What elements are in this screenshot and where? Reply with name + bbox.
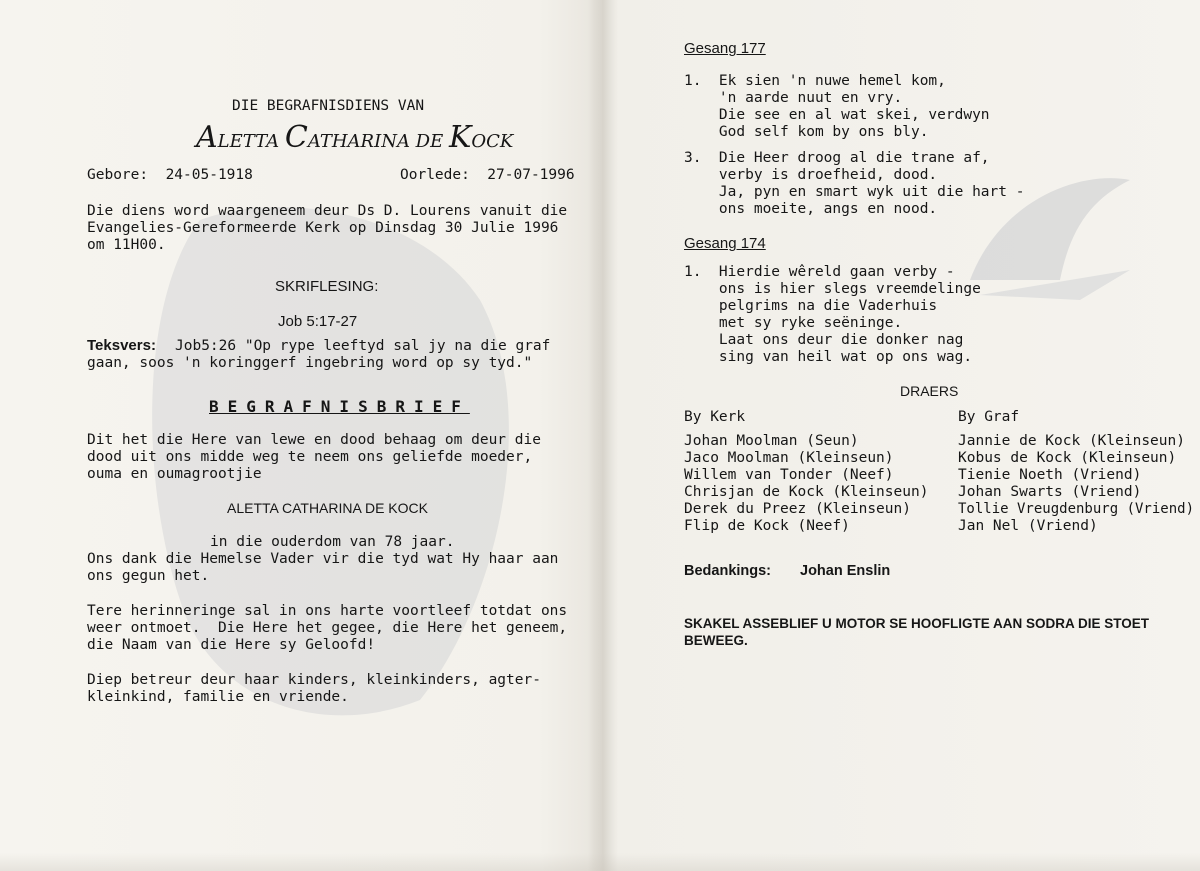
reading-reference: Job 5:17-27 [278, 313, 358, 330]
hymn-174-line-1: 1. Hierdie wêreld gaan verby - [684, 264, 955, 280]
deceased-script-name [196, 121, 513, 159]
hymn-177-v1-line-2: 'n aarde nuut en vry. [684, 90, 903, 106]
bottom-shadow [0, 853, 1200, 871]
grave-bearer-1: Jannie de Kock (Kleinseun) [958, 433, 1185, 449]
text-verse-label: Teksvers: [87, 337, 156, 354]
grave-bearer-3: Tienie Noeth (Vriend) [958, 467, 1142, 483]
text-verse-line-1: Job5:26 "Op rype leeftyd sal jy na die graf [175, 338, 551, 354]
hymn-177-v3-line-3: Ja, pyn en smart wyk uit die hart - [684, 184, 1025, 200]
thanks-label: Bedankings: [684, 563, 772, 579]
church-bearers-heading: By Kerk [684, 409, 746, 425]
hymn-174-line-4: met sy ryke seëninge. [684, 315, 903, 331]
service-line-3: om 11H00. [87, 237, 166, 253]
memories-line-3: die Naam van die Here sy Geloofd! [87, 637, 376, 653]
hymn-174-line-2: ons is hier slegs vreemdelinge [684, 281, 981, 297]
headlights-notice-line-1: SKAKEL ASSEBLIEF U MOTOR SE HOOFLIGTE AAN SODRA DIE STOET [684, 616, 1150, 631]
death-date: Oorlede: 27-07-1996 [400, 167, 575, 183]
grave-bearer-2: Kobus de Kock (Kleinseun) [958, 450, 1177, 466]
headlights-notice-line-2: BEWEEG. [684, 633, 748, 648]
grave-bearer-5: Tollie Vreugdenburg (Vriend) [958, 501, 1195, 517]
hymn-174-line-6: sing van heil wat op ons wag. [684, 349, 973, 365]
deceased-name: ALETTA CATHARINA DE KOCK [227, 500, 428, 516]
script-cap-k: K [448, 120, 472, 155]
church-bearer-1: Johan Moolman (Seun) [684, 433, 859, 449]
letter-intro-3: ouma en oumagrootjie [87, 466, 262, 482]
letter-intro-1: Dit het die Here van lewe en dood behaag om deur die [87, 432, 541, 448]
hymn-177-v1-line-1: 1. Ek sien 'n nuwe hemel kom, [684, 73, 946, 89]
hymn-174-line-3: pelgrims na die Vaderhuis [684, 298, 938, 314]
script-cap-c: C [284, 120, 308, 155]
grave-bearers-heading: By Graf [958, 409, 1020, 425]
hymn-177-v1-line-3: Die see en al wat skei, verdwyn [684, 107, 990, 123]
script-part-catharina: ATHARINA DE [307, 131, 449, 152]
church-bearer-6: Flip de Kock (Neef) [684, 518, 850, 534]
hymn-177-v3-line-1: 3. Die Heer droog al die trane af, [684, 150, 990, 166]
text-verse-line-2: gaan, soos 'n koringgerf ingebring word op sy tyd." [87, 355, 533, 371]
mourners-line-2: kleinkind, familie en vriende. [87, 689, 349, 705]
hymn-177-v3-line-2: verby is droefheid, dood. [684, 167, 938, 183]
reading-heading: SKRIFLESING: [275, 278, 379, 295]
service-line-2: Evangelies-Gereformeerde Kerk op Dinsdag 30 Julie 1996 [87, 220, 559, 236]
church-bearer-3: Willem van Tonder (Neef) [684, 467, 894, 483]
mourners-line-1: Diep betreur deur haar kinders, kleinkinders, agter- [87, 672, 541, 688]
thanks-line-1: Ons dank die Hemelse Vader vir die tyd wat Hy haar aan [87, 551, 559, 567]
script-cap-a: A [196, 120, 218, 155]
age-line: in die ouderdom van 78 jaar. [210, 534, 455, 550]
script-part-ock: OCK [471, 131, 514, 152]
letter-intro-2: dood uit ons midde weg te neem ons geliefde moeder, [87, 449, 533, 465]
hymn-174-line-5: Laat ons deur die donker nag [684, 332, 964, 348]
grave-bearer-4: Johan Swarts (Vriend) [958, 484, 1142, 500]
service-heading: DIE BEGRAFNISDIENS VAN [232, 98, 425, 114]
memories-line-2: weer ontmoet. Die Here het gegee, die Here het geneem, [87, 620, 568, 636]
birth-date: Gebore: 24-05-1918 [87, 167, 253, 183]
hymn-177-v3-line-4: ons moeite, angs en nood. [684, 201, 938, 217]
page-fold [588, 0, 618, 871]
script-part-aletta: LETTA [217, 131, 285, 152]
thanks-name: Johan Enslin [800, 563, 891, 579]
hymn-177-title: Gesang 177 [684, 40, 766, 57]
service-line-1: Die diens word waargeneem deur Ds D. Lourens vanuit die [87, 203, 568, 219]
bearers-heading: DRAERS [900, 383, 959, 399]
grave-bearer-6: Jan Nel (Vriend) [958, 518, 1098, 534]
church-bearer-2: Jaco Moolman (Kleinseun) [684, 450, 894, 466]
letter-heading: BEGRAFNISBRIEF [209, 397, 470, 416]
thanks-line-2: ons gegun het. [87, 568, 210, 584]
church-bearer-5: Derek du Preez (Kleinseun) [684, 501, 911, 517]
hymn-174-title: Gesang 174 [684, 235, 766, 252]
hymn-177-v1-line-4: God self kom by ons bly. [684, 124, 929, 140]
memories-line-1: Tere herinneringe sal in ons harte voortleef totdat ons [87, 603, 568, 619]
watermark-emblem [960, 160, 1140, 310]
church-bearer-4: Chrisjan de Kock (Kleinseun) [684, 484, 929, 500]
